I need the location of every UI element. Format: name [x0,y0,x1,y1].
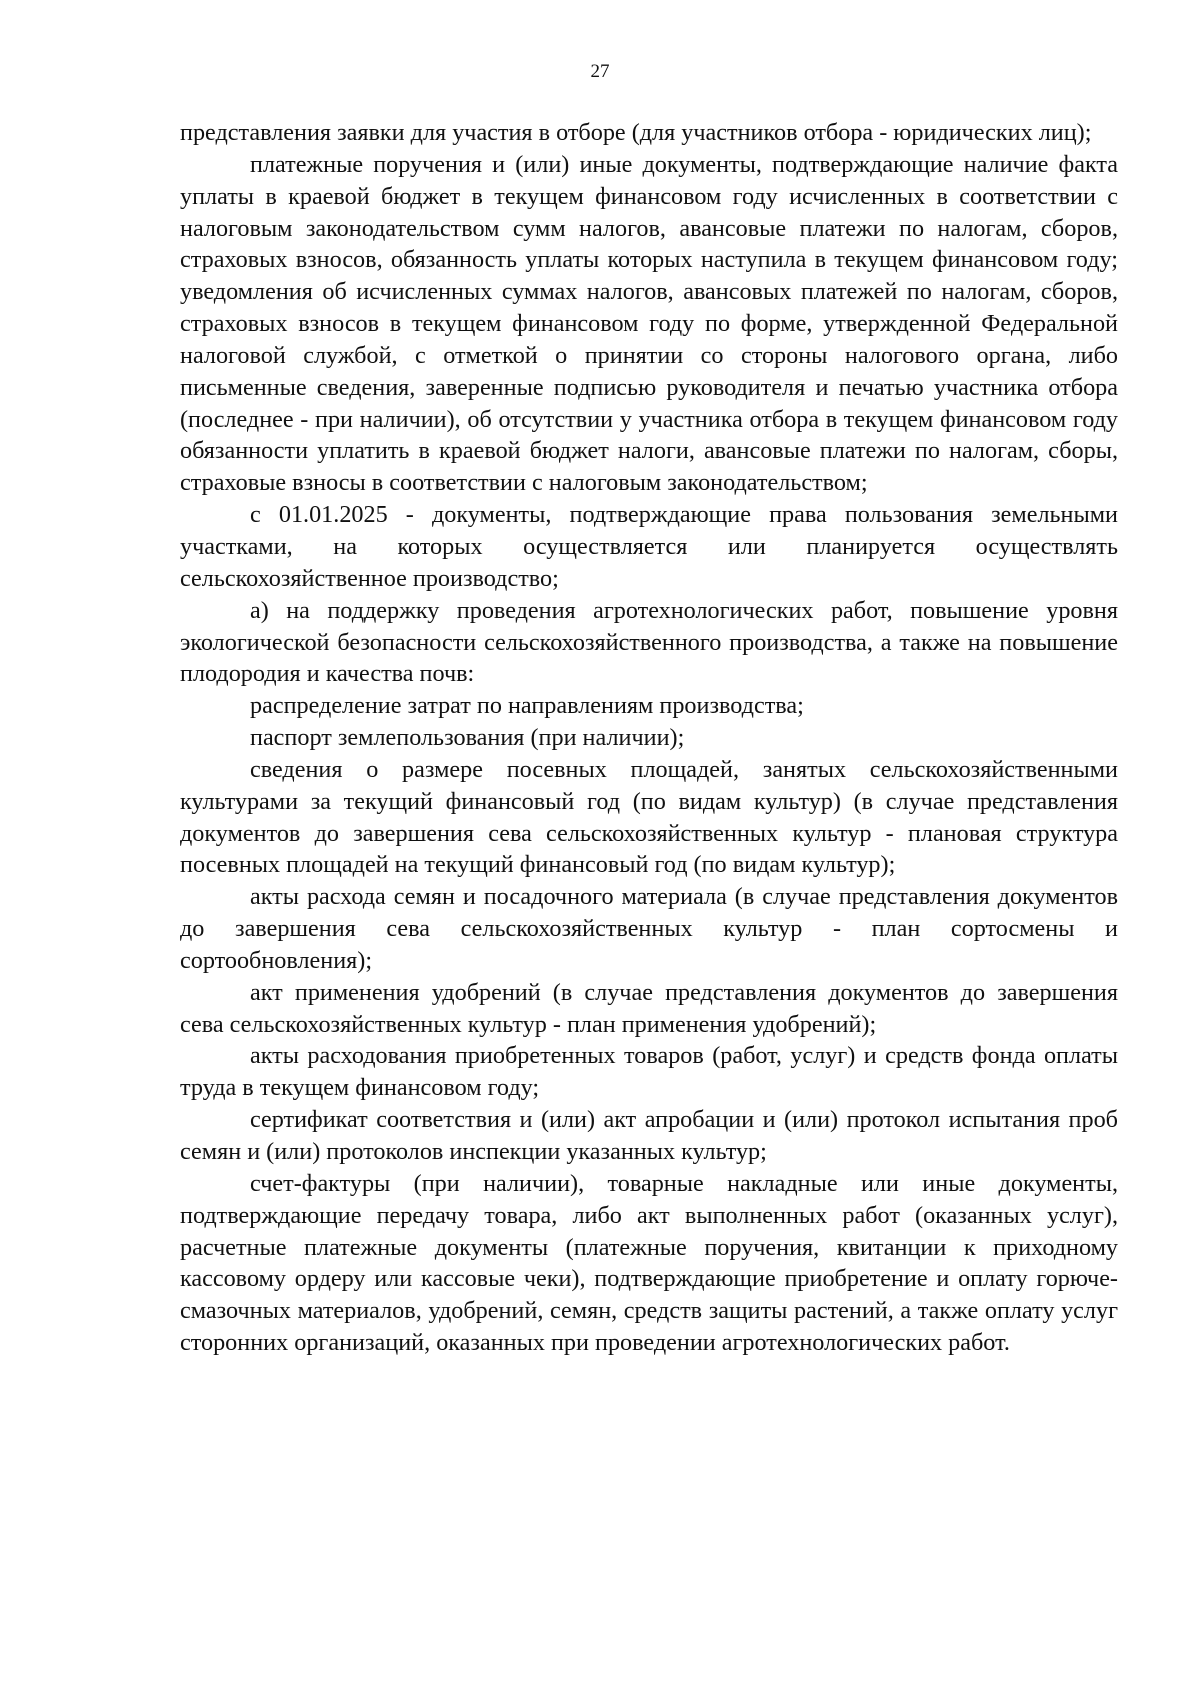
paragraph-cost-distribution: распределение затрат по направлениям производства; [250,692,804,720]
paragraph-section-a: а) на поддержку проведения агротехнологических работ, повышение уровня экологической безопасности сельскохозяйственного производства, а также на повышение плодородия и качества почв: [180,596,1118,688]
paragraph-continuation: представления заявки для участия в отборе (для участников отбора - юридических лиц); [180,119,1092,146]
paragraph-sown-areas: сведения о размере посевных площадей, занятых сельскохозяйственными культурами за текущий финансовый год (по видам культур) (в случае представления документов до завершения сева сельскохозяйственных культур - плановая структура посевных площадей на текущий финансовый год (по видам культур); [180,755,1118,879]
paragraph-land-passport: паспорт землепользования (при наличии); [250,724,685,752]
paragraph-seed-consumption: акты расхода семян и посадочного материала (в случае представления документов до завершения сева сельскохозяйственных культур - план сортосмены и сортообновления); [180,883,1118,974]
document-body [180,117,1118,1359]
paragraph-expenditure-acts: акты расходования приобретенных товаров (работ, услуг) и средств фонда оплаты труда в текущем финансовом году; [180,1042,1118,1102]
paragraph-certificate: сертификат соответствия и (или) акт апробации и (или) протокол испытания проб семян и (или) протоколов инспекции указанных культур; [180,1106,1118,1165]
paragraph-land-rights: с 01.01.2025 - документы, подтверждающие права пользования земельными участками, на которых осуществляется или планируется осуществлять сельскохозяйственное производство; [180,501,1118,592]
paragraph-fertilizer-act: акт применения удобрений (в случае представления документов до завершения сева сельскохозяйственных культур - план применения удобрений); [180,978,1118,1038]
paragraph-payment-orders: платежные поручения и (или) иные документы, подтверждающие наличие факта уплаты в краевой бюджет в текущем финансовом году исчисленных в соответствии с налоговым законодательством сумм налогов, авансовые платежи по налогам, сборов, страховых взносов, обязанность уплаты которых наступила в текущем финансовом году; уведомления об исчисленных суммах налогов, авансовых платежей по налогам, сборов, страховых взносов в текущем финансовом году по форме, утвержденной Федеральной налоговой службой, с отметкой о принятии со стороны налогового органа, либо письменные сведения, заверенные подписью руководителя и печатью участника отбора (последнее - при наличии), об отсутствии у участника отбора в текущем финансовом году обязанности уплатить в краевой бюджет налоги, авансовые платежи по налогам, сборы, страховые взносы в соответствии с налоговым законодательством; [180,150,1118,497]
paragraph-invoices: счет-фактуры (при наличии), товарные накладные или иные документы, подтверждающие передачу товара, либо акт выполненных работ (оказанных услуг), расчетные платежные документы (платежные поручения, квитанции к приходному кассовому ордеру или кассовые чеки), подтверждающие приобретение и оплату горюче-смазочных материалов, удобрений, семян, средств защиты растений, а также оплату услуг сторонних организаций, оказанных при проведении агротехнологических работ. [180,1169,1118,1357]
page-number: 27 [590,61,610,82]
